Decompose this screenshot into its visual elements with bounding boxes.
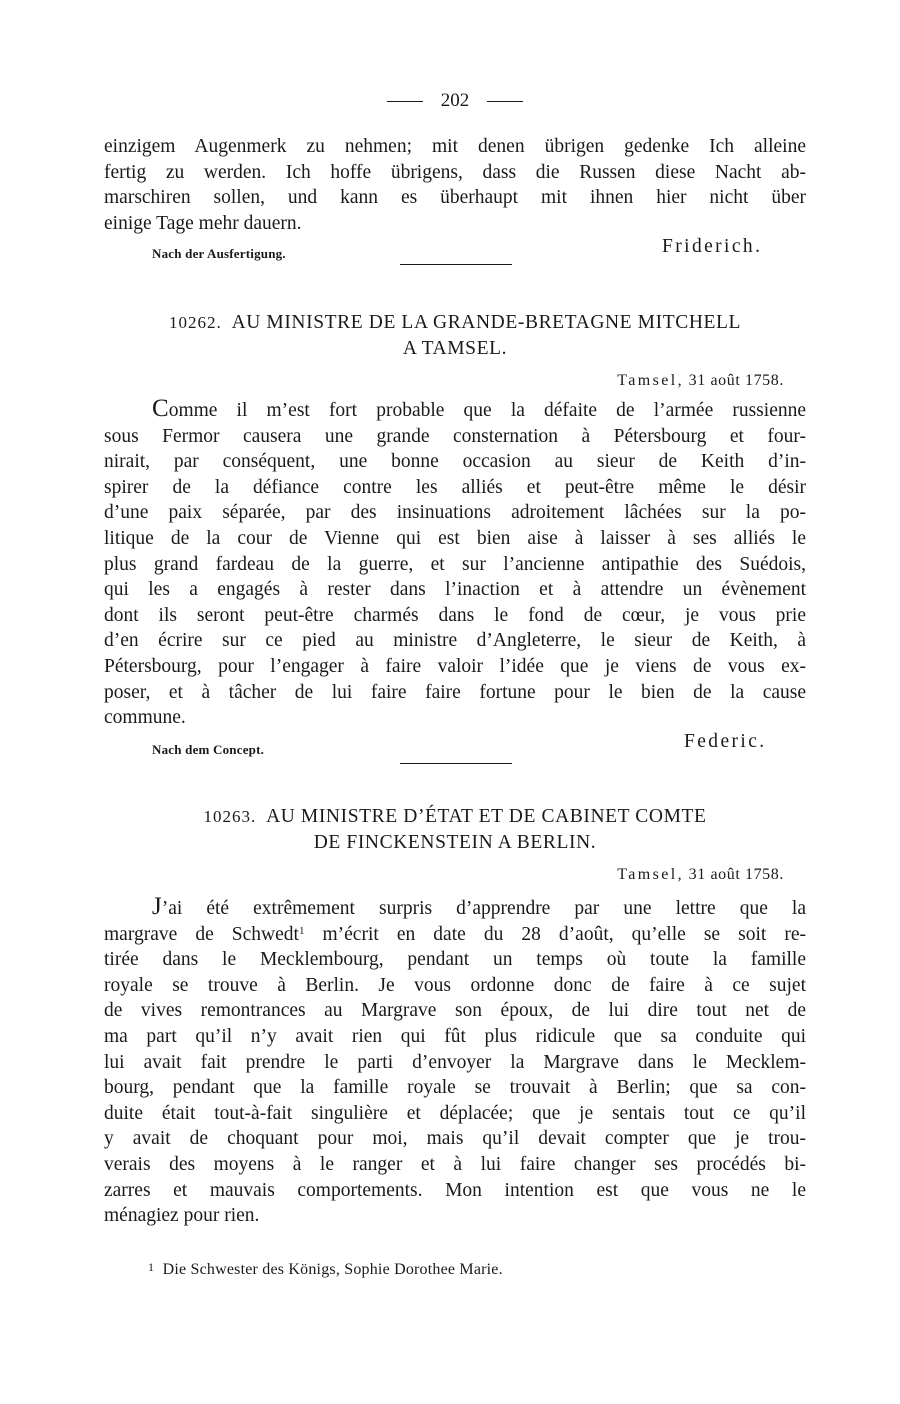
letter-10262-body bbox=[104, 396, 806, 731]
dateline-date: 31 août 1758. bbox=[688, 372, 784, 389]
letter-10263-body bbox=[104, 894, 806, 1229]
footnote bbox=[148, 1260, 503, 1279]
letter-10262-signature: Federic. bbox=[684, 731, 767, 752]
paragraph-line: marschiren sollen, und kann es überhaupt mit ihnen hier nicht über bbox=[104, 187, 806, 209]
page-number-header bbox=[104, 90, 806, 112]
footnote-text: Die Schwester des Königs, Sophie Dorothee Marie. bbox=[162, 1261, 503, 1278]
paragraph-line: qui les a engagés à rester dans l’inaction et à attendre un évènement bbox=[104, 579, 806, 601]
paragraph-line: sous Fermor causera une grande consternation à Pétersbourg et four- bbox=[104, 425, 806, 447]
footnote-marker: 1 bbox=[298, 924, 305, 937]
dateline-place: Tamsel, bbox=[617, 866, 685, 883]
letter-number: 10263. bbox=[203, 807, 257, 826]
paragraph-line: J’ai été extrêmement surpris d’apprendre par une lettre que la bbox=[152, 893, 806, 920]
letter-10263-heading bbox=[104, 804, 806, 856]
letter-10262-heading bbox=[104, 310, 806, 362]
paragraph-line: ma part qu’il n’y avait rien qui fût plus ridicule que sa conduite qui bbox=[104, 1025, 806, 1047]
intro-source-note: Nach der Ausfertigung. bbox=[152, 246, 286, 261]
paragraph-line: Pétersbourg, pour l’engager à faire valoir l’idée que je viens de vous ex- bbox=[104, 655, 806, 677]
paragraph-line: einige Tage mehr dauern. bbox=[104, 212, 302, 234]
paragraph-line: de vives remontrances au Margrave son époux, de lui dire tout net de bbox=[104, 1000, 806, 1022]
heading-line: A TAMSEL. bbox=[402, 338, 508, 359]
paragraph-line: bourg, pendant que la famille royale se trouvait à Berlin; que sa con- bbox=[104, 1077, 806, 1099]
paragraph-line: tirée dans le Mecklembourg, pendant un temps où toute la famille bbox=[104, 949, 806, 971]
paragraph-line: nirait, par conséquent, une bonne occasion au sieur de Keith d’in- bbox=[104, 451, 806, 473]
heading-line: AU MINISTRE D’ÉTAT ET DE CABINET COMTE bbox=[266, 806, 707, 827]
dateline-place: Tamsel, bbox=[617, 372, 685, 389]
paragraph-line: d’en écrire sur ce pied au ministre d’Angleterre, le sieur de Keith, à bbox=[104, 630, 806, 652]
page-number: 202 bbox=[440, 90, 470, 111]
paragraph-line: duite était tout-à-fait singulière et déplacée; que je sentais tout ce qu’il bbox=[104, 1102, 806, 1124]
paragraph-line: verais des moyens à le ranger et à lui faire changer ses procédés bi- bbox=[104, 1153, 806, 1175]
paragraph-line: commune. bbox=[104, 707, 186, 729]
paragraph-line: einzigem Augenmerk zu nehmen; mit denen übrigen gedenke Ich alleine bbox=[104, 136, 806, 157]
header-dash-left bbox=[387, 101, 423, 102]
drop-cap: J bbox=[152, 893, 162, 920]
section-divider bbox=[400, 763, 512, 764]
header-dash-right bbox=[487, 101, 523, 102]
letter-number: 10262. bbox=[168, 313, 222, 332]
footnote-number: 1 bbox=[148, 1260, 155, 1274]
paragraph-line: y avait de choquant pour moi, mais qu’il devait compter que je trou- bbox=[104, 1128, 806, 1150]
letter-10262-source-note: Nach dem Concept. bbox=[152, 742, 265, 757]
paragraph-line: lui avait fait prendre le parti d’envoyer la Margrave dans le Mecklem- bbox=[104, 1051, 806, 1073]
letter-10263-dateline bbox=[617, 866, 784, 884]
paragraph-line: fertig zu werden. Ich hoffe übrigens, dass die Russen diese Nacht ab- bbox=[104, 161, 806, 183]
paragraph-line: poser, et à tâcher de lui faire faire fortune pour le bien de la cause bbox=[104, 681, 806, 703]
letter-10262-dateline bbox=[617, 372, 784, 390]
intro-paragraph bbox=[104, 134, 806, 236]
paragraph-line: plus grand fardeau de la guerre, et sur l’ancienne antipathie des Suédois, bbox=[104, 553, 806, 575]
heading-line: DE FINCKENSTEIN A BERLIN. bbox=[313, 832, 597, 853]
dateline-date: 31 août 1758. bbox=[688, 866, 784, 883]
section-divider bbox=[400, 264, 512, 265]
paragraph-line: zarres et mauvais comportements. Mon intention est que vous ne le bbox=[104, 1179, 806, 1201]
paragraph-line: dont ils seront peut-être charmés dans le fond de cœur, je vous prie bbox=[104, 604, 806, 626]
heading-line: AU MINISTRE DE LA GRANDE-BRETAGNE MITCHELL bbox=[231, 312, 742, 333]
drop-cap: C bbox=[152, 395, 169, 422]
paragraph-line: royale se trouve à Berlin. Je vous ordonne donc de faire à ce sujet bbox=[104, 974, 806, 996]
paragraph-line: ménagiez pour rien. bbox=[104, 1205, 260, 1227]
paragraph-line: margrave de Schwedt$^1$ m’écrit en date du 28 d’août, qu’elle se soit re- bbox=[104, 923, 807, 945]
paragraph-line: d’une paix séparée, par des insinuations adroitement lâchées sur la po- bbox=[104, 502, 806, 524]
paragraph-line: spirer de la défiance contre les alliés et peut-être même le désir bbox=[104, 476, 806, 498]
intro-signature: Friderich. bbox=[662, 236, 763, 257]
paragraph-line: Comme il m’est fort probable que la défaite de l’armée russienne bbox=[152, 395, 806, 422]
paragraph-line: litique de la cour de Vienne qui est bien aise à laisser à ses alliés le bbox=[104, 527, 806, 549]
